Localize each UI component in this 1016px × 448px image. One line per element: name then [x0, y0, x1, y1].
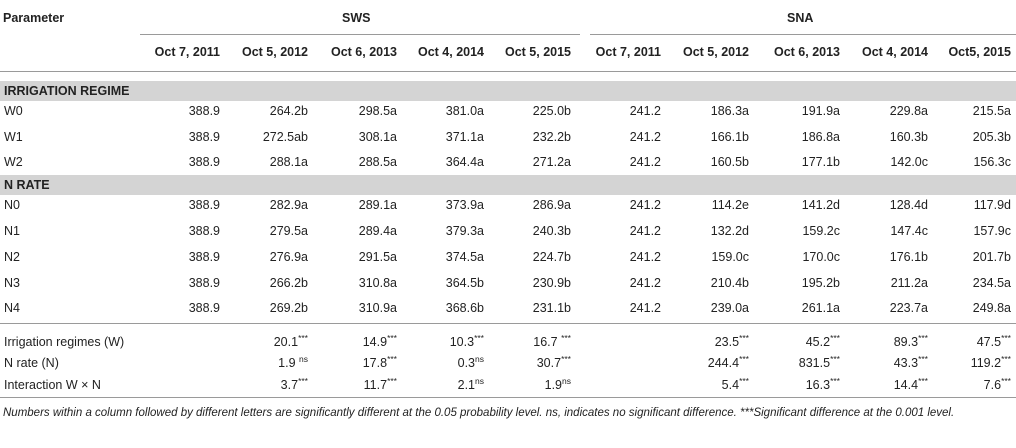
table-cell: 373.9a — [445, 198, 484, 212]
table-cell: 241.2 — [629, 155, 661, 169]
table-cell: 231.1b — [532, 301, 571, 315]
table-cell: 170.0c — [802, 250, 840, 264]
table-cell: 276.9a — [269, 250, 308, 264]
stat-cell — [799, 356, 840, 370]
significance-marker: *** — [830, 354, 840, 364]
date-column-header: Oct5, 2015 — [948, 45, 1011, 59]
table-cell: 114.2e — [711, 198, 749, 212]
table-cell: 266.2b — [269, 276, 308, 290]
row-label: N2 — [4, 250, 20, 264]
stat-value: 23.5 — [714, 335, 740, 349]
stat-value: 17.8 — [362, 356, 388, 370]
table-cell: 286.9a — [532, 198, 571, 212]
stat-value: 45.2 — [805, 335, 831, 349]
table-cell: 388.9 — [188, 250, 220, 264]
table-cell: 381.0a — [445, 104, 484, 118]
stat-cell — [363, 335, 397, 349]
table-cell: 160.5b — [710, 155, 749, 169]
significance-marker: *** — [387, 333, 397, 343]
significance-marker: *** — [561, 333, 571, 343]
stat-cell — [537, 356, 571, 370]
table-cell: 191.9a — [801, 104, 840, 118]
significance-marker: *** — [739, 376, 749, 386]
table-cell: 279.5a — [269, 224, 308, 238]
stat-value: 43.3 — [893, 356, 919, 370]
significance-marker: *** — [830, 333, 840, 343]
table-cell: 186.3a — [710, 104, 749, 118]
table-cell: 241.2 — [629, 276, 661, 290]
table-footnote: Numbers within a column followed by different letters are significantly different at the 0.05 probability level. ns, indicates no significant difference. ***Significant difference at the 0.001 level. — [3, 407, 955, 419]
table-cell: 176.1b — [889, 250, 928, 264]
table-cell: 269.2b — [269, 301, 308, 315]
significance-marker: *** — [1001, 333, 1011, 343]
date-column-header: Oct 4, 2014 — [417, 45, 484, 59]
table-cell: 298.5a — [358, 104, 397, 118]
stat-cell — [533, 335, 571, 349]
stat-value: 1.9 — [278, 356, 300, 370]
table-cell: 160.3b — [889, 130, 928, 144]
stat-value: 119.2 — [970, 356, 1002, 370]
stat-value: 16.7 — [533, 335, 562, 349]
stat-value: 14.9 — [362, 335, 388, 349]
significance-marker: *** — [474, 333, 484, 343]
row-label: N4 — [4, 301, 20, 315]
table-cell: 186.8a — [801, 130, 840, 144]
row-label: N0 — [4, 198, 20, 212]
table-cell: 210.4b — [710, 276, 749, 290]
parameter-header: Parameter — [3, 11, 65, 25]
stat-value: 11.7 — [363, 378, 388, 392]
significance-marker: ns — [475, 376, 484, 386]
significance-marker: *** — [918, 333, 928, 343]
table-cell: 240.3b — [532, 224, 571, 238]
stat-label: N rate (N) — [4, 356, 59, 370]
table-cell: 128.4d — [889, 198, 928, 212]
stat-label: Irrigation regimes (W) — [4, 335, 125, 349]
table-cell: 241.2 — [629, 250, 661, 264]
stat-cell — [364, 378, 397, 392]
table-cell: 132.2d — [710, 224, 749, 238]
significance-marker: *** — [387, 354, 397, 364]
section-title-irrigation: IRRIGATION REGIME — [4, 84, 130, 98]
table-cell: 289.1a — [358, 198, 397, 212]
date-column-header: Oct 6, 2013 — [773, 45, 840, 59]
stat-value: 1.9 — [544, 378, 563, 392]
table-cell: 388.9 — [188, 224, 220, 238]
stat-cell — [984, 378, 1011, 392]
sws-header-underline — [140, 34, 580, 35]
table-cell: 310.9a — [358, 301, 397, 315]
stat-value: 20.1 — [273, 335, 299, 349]
table-cell: 241.2 — [629, 130, 661, 144]
table-cell: 379.3a — [445, 224, 484, 238]
significance-marker: ns — [562, 376, 571, 386]
date-column-header: Oct 6, 2013 — [330, 45, 397, 59]
table-cell: 166.1b — [710, 130, 749, 144]
table-cell: 241.2 — [629, 301, 661, 315]
significance-marker: *** — [830, 376, 840, 386]
table-cell: 159.0c — [711, 250, 749, 264]
table-cell: 289.4a — [358, 224, 397, 238]
stat-cell — [806, 335, 840, 349]
table-cell: 282.9a — [269, 198, 308, 212]
table-cell: 249.8a — [972, 301, 1011, 315]
sna-header-underline — [590, 34, 1016, 35]
table-cell: 364.4a — [445, 155, 484, 169]
table-cell: 230.9b — [532, 276, 571, 290]
stat-cell — [281, 378, 308, 392]
section-band-n-rate — [0, 175, 1016, 195]
table-cell: 195.2b — [801, 276, 840, 290]
significance-marker: ns — [299, 354, 308, 364]
stat-cell — [722, 378, 749, 392]
row-label: N1 — [4, 224, 20, 238]
table-cell: 225.0b — [532, 104, 571, 118]
sws-group-header: SWS — [342, 11, 371, 25]
significance-marker: *** — [918, 376, 928, 386]
table-cell: 223.7a — [889, 301, 928, 315]
table-cell: 261.1a — [801, 301, 840, 315]
significance-marker: *** — [1001, 376, 1011, 386]
significance-marker: *** — [739, 354, 749, 364]
table-cell: 239.0a — [710, 301, 749, 315]
stat-value: 10.3 — [449, 335, 475, 349]
table-cell: 364.5b — [445, 276, 484, 290]
section-title-n-rate: N RATE — [4, 178, 50, 192]
stat-cell — [274, 335, 308, 349]
stats-top-rule — [0, 323, 1016, 324]
stat-value: 16.3 — [805, 378, 831, 392]
table-cell: 374.5a — [445, 250, 484, 264]
table-cell: 241.2 — [629, 224, 661, 238]
table-cell: 291.5a — [358, 250, 397, 264]
stat-cell — [708, 356, 749, 370]
table-cell: 388.9 — [188, 198, 220, 212]
table-cell: 288.5a — [358, 155, 397, 169]
significance-marker: *** — [739, 333, 749, 343]
table-cell: 215.5a — [972, 104, 1011, 118]
table-cell: 308.1a — [358, 130, 397, 144]
header-bottom-rule — [0, 71, 1016, 72]
table-cell: 229.8a — [889, 104, 928, 118]
stat-value: 5.4 — [721, 378, 740, 392]
table-cell: 156.3c — [973, 155, 1011, 169]
stat-value: 3.7 — [280, 378, 299, 392]
table-cell: 157.9c — [973, 224, 1011, 238]
stat-cell — [458, 356, 484, 370]
stat-cell — [278, 356, 308, 370]
table-bottom-rule — [0, 397, 1016, 398]
table-cell: 388.9 — [188, 130, 220, 144]
table-cell: 388.9 — [188, 301, 220, 315]
table-cell: 177.1b — [801, 155, 840, 169]
stat-cell — [458, 378, 484, 392]
significance-marker: *** — [387, 376, 397, 386]
table-cell: 271.2a — [532, 155, 571, 169]
sna-group-header: SNA — [787, 11, 814, 25]
table-cell: 142.0c — [890, 155, 928, 169]
table-cell: 234.5a — [972, 276, 1011, 290]
stat-value: 2.1 — [457, 378, 476, 392]
date-column-header: Oct 5, 2015 — [504, 45, 571, 59]
table-cell: 205.3b — [972, 130, 1011, 144]
row-label: W0 — [4, 104, 23, 118]
stat-value: 47.5 — [976, 335, 1002, 349]
date-column-header: Oct 5, 2012 — [241, 45, 308, 59]
table-cell: 241.2 — [629, 104, 661, 118]
table-cell: 371.1a — [445, 130, 484, 144]
table-cell: 288.1a — [269, 155, 308, 169]
row-label: W1 — [4, 130, 23, 144]
table-cell: 272.5ab — [262, 130, 308, 144]
stat-value: 30.7 — [536, 356, 562, 370]
stat-value: 0.3 — [457, 356, 476, 370]
table-cell: 147.4c — [890, 224, 928, 238]
table-cell: 241.2 — [629, 198, 661, 212]
table-cell: 224.7b — [532, 250, 571, 264]
stat-value: 7.6 — [983, 378, 1002, 392]
significance-marker: *** — [298, 333, 308, 343]
stat-cell — [715, 335, 749, 349]
table-cell: 141.2d — [801, 198, 840, 212]
table-cell: 264.2b — [269, 104, 308, 118]
section-band-irrigation — [0, 81, 1016, 101]
stat-cell — [450, 335, 484, 349]
table-cell: 368.6b — [445, 301, 484, 315]
date-column-header: Oct 7, 2011 — [154, 45, 220, 59]
date-column-header: Oct 5, 2012 — [682, 45, 749, 59]
table-cell: 388.9 — [188, 104, 220, 118]
significance-marker: ns — [475, 354, 484, 364]
table-cell: 159.2c — [802, 224, 840, 238]
stat-label: Interaction W × N — [4, 378, 101, 392]
stat-cell — [894, 378, 928, 392]
table-cell: 232.2b — [532, 130, 571, 144]
stat-cell — [894, 335, 928, 349]
stat-cell — [363, 356, 397, 370]
date-column-header: Oct 7, 2011 — [595, 45, 661, 59]
significance-marker: *** — [298, 376, 308, 386]
table-cell: 117.9d — [973, 198, 1011, 212]
table-cell: 388.9 — [188, 155, 220, 169]
table-cell: 388.9 — [188, 276, 220, 290]
row-label: W2 — [4, 155, 23, 169]
row-label: N3 — [4, 276, 20, 290]
stat-cell — [971, 356, 1011, 370]
date-column-header: Oct 4, 2014 — [861, 45, 928, 59]
table-cell: 201.7b — [972, 250, 1011, 264]
stat-value: 831.5 — [798, 356, 831, 370]
stat-value: 244.4 — [707, 356, 740, 370]
significance-marker: *** — [561, 354, 571, 364]
significance-marker: *** — [1001, 354, 1011, 364]
stat-cell — [545, 378, 571, 392]
stat-value: 14.4 — [893, 378, 919, 392]
stat-cell — [806, 378, 840, 392]
significance-marker: *** — [918, 354, 928, 364]
stat-cell — [894, 356, 928, 370]
stat-cell — [977, 335, 1011, 349]
table-cell: 211.2a — [890, 276, 928, 290]
stat-value: 89.3 — [893, 335, 919, 349]
table-cell: 310.8a — [358, 276, 397, 290]
